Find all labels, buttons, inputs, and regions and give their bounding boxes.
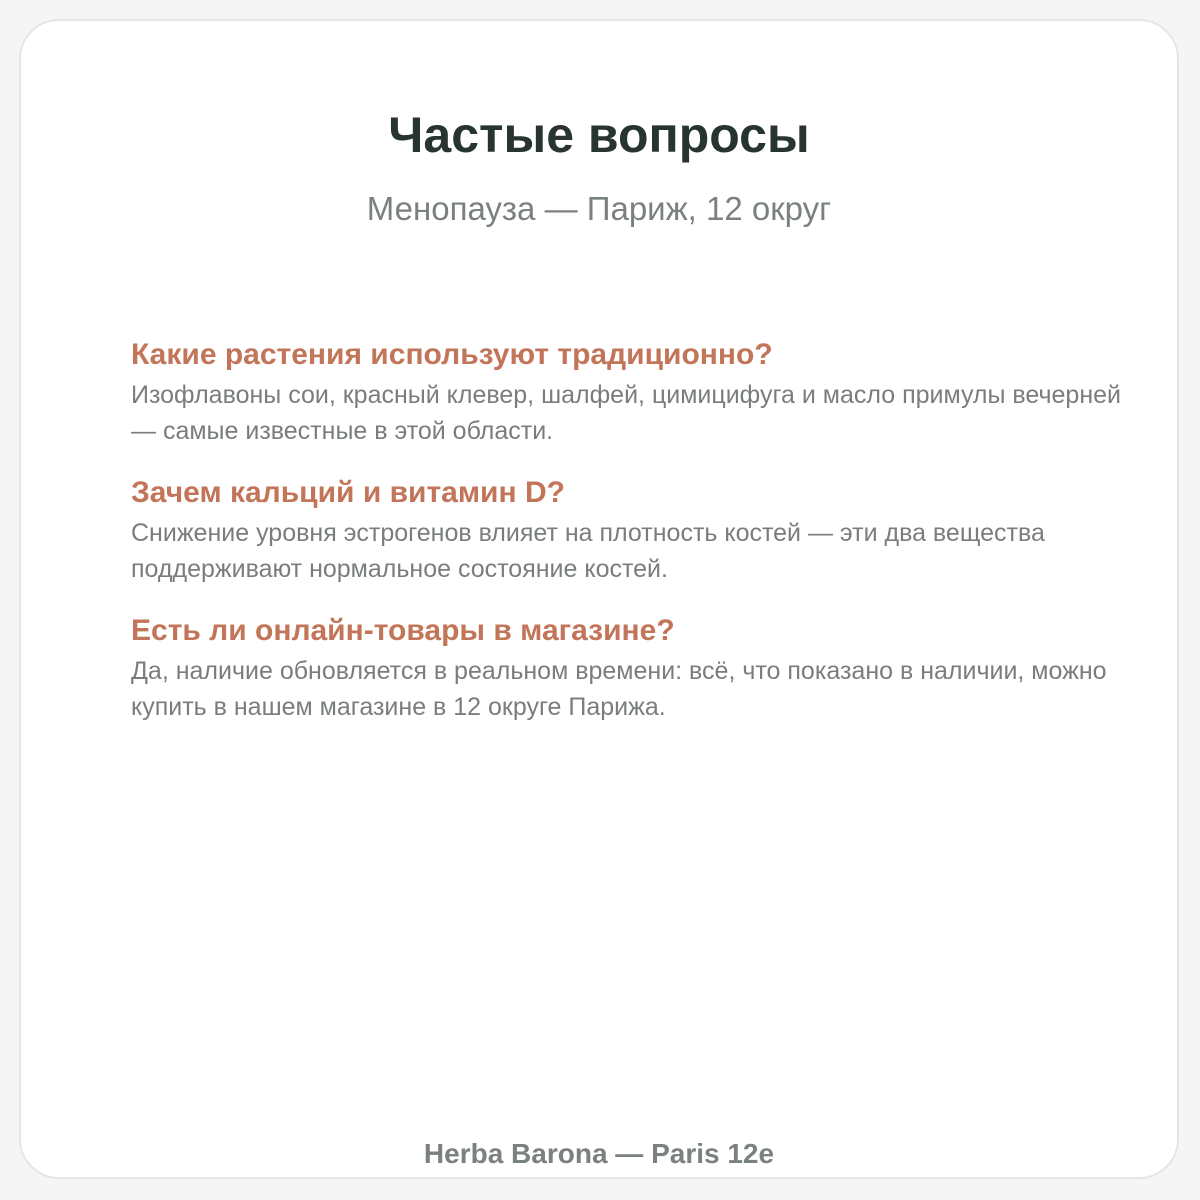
faq-question: Есть ли онлайн-товары в магазине? bbox=[131, 614, 675, 647]
footer-brand: Herba Barona — Paris 12e bbox=[423, 1138, 775, 1169]
faq-card bbox=[19, 19, 1179, 1179]
faq-question: Зачем кальций и витамин D? bbox=[131, 476, 565, 509]
faq-list bbox=[131, 335, 1121, 749]
faq-item bbox=[131, 611, 1121, 725]
faq-question: Какие растения используют традиционно? bbox=[131, 338, 773, 371]
faq-item bbox=[131, 335, 1121, 449]
page-title: Частые вопросы bbox=[388, 107, 810, 163]
faq-answer: Да, наличие обновляется в реальном времени: всё, что показано в наличии, можно купить в нашем магазине в 12 округе Парижа. bbox=[131, 657, 1107, 721]
faq-answer: Снижение уровня эстрогенов влияет на плотность костей — эти два вещества поддерживают нормальное состояние костей. bbox=[131, 519, 1045, 583]
faq-answer: Изофлавоны сои, красный клевер, шалфей, цимицифуга и масло примулы вечерней — самые известные в этой области. bbox=[131, 381, 1122, 445]
faq-item bbox=[131, 473, 1121, 587]
page-subtitle: Менопауза — Париж, 12 округ bbox=[366, 190, 832, 227]
